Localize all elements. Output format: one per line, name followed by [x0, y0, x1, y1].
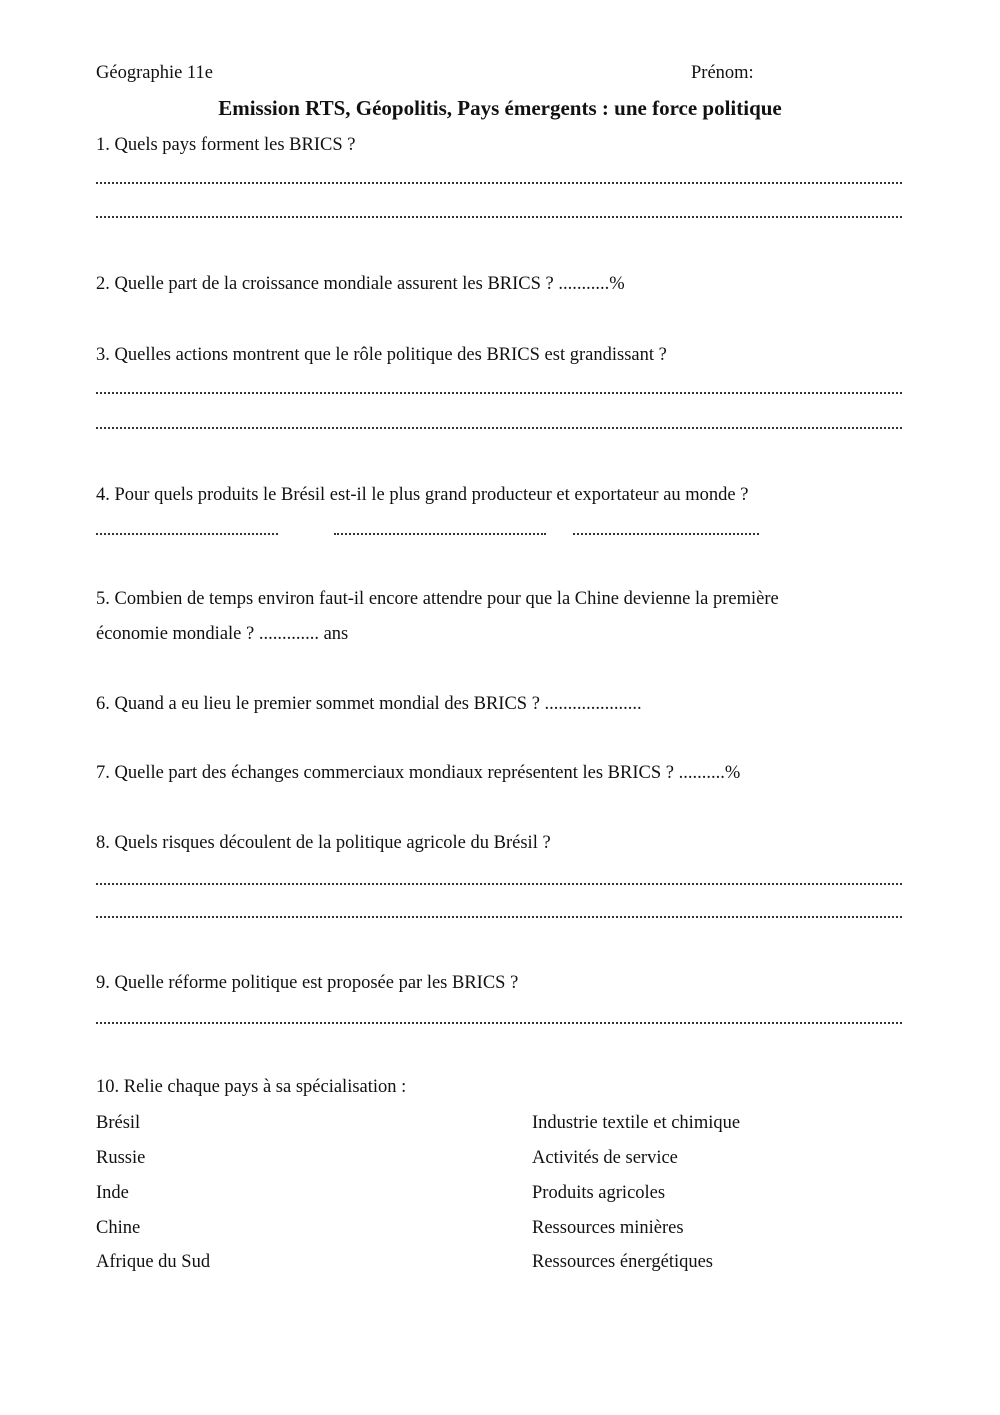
answer-line[interactable]	[334, 531, 546, 535]
question-4: 4. Pour quels produits le Brésil est-il le plus grand producteur et exportateur au monde ?	[96, 485, 749, 505]
question-3: 3. Quelles actions montrent que le rôle politique des BRICS est grandissant ?	[96, 345, 667, 365]
question-1: 1. Quels pays forment les BRICS ?	[96, 135, 356, 155]
country-item[interactable]: Brésil	[96, 1113, 141, 1133]
question-8: 8. Quels risques découlent de la politique agricole du Brésil ?	[96, 833, 551, 853]
answer-line[interactable]	[96, 214, 902, 218]
question-2: 2. Quelle part de la croissance mondiale assurent les BRICS ? ...........%	[96, 274, 625, 294]
question-5: 5. Combien de temps environ faut-il encore attendre pour que la Chine devienne la première	[96, 589, 779, 609]
specialization-item[interactable]: Ressources énergétiques	[532, 1252, 714, 1272]
country-item[interactable]: Afrique du Sud	[96, 1252, 211, 1272]
specialization-item[interactable]: Produits agricoles	[532, 1183, 666, 1203]
answer-line[interactable]	[96, 1020, 902, 1024]
subject-label: Géographie 11e	[96, 63, 213, 83]
specialization-item[interactable]: Ressources minières	[532, 1218, 684, 1238]
name-label: Prénom:	[691, 63, 754, 83]
country-item[interactable]: Chine	[96, 1218, 141, 1238]
question-10: 10. Relie chaque pays à sa spécialisation :	[96, 1077, 407, 1097]
country-item[interactable]: Inde	[96, 1183, 129, 1203]
answer-line[interactable]	[573, 531, 759, 535]
answer-line[interactable]	[96, 531, 278, 535]
country-item[interactable]: Russie	[96, 1148, 146, 1168]
question-6: 6. Quand a eu lieu le premier sommet mondial des BRICS ? .....................	[96, 694, 642, 714]
question-9: 9. Quelle réforme politique est proposée par les BRICS ?	[96, 973, 519, 993]
page-title: Emission RTS, Géopolitis, Pays émergents : une force politique	[218, 96, 782, 120]
specialization-item[interactable]: Industrie textile et chimique	[532, 1113, 741, 1133]
answer-line[interactable]	[96, 390, 902, 394]
question-5-continued: économie mondiale ? ............. ans	[96, 624, 349, 644]
answer-line[interactable]	[96, 425, 902, 429]
specialization-item[interactable]: Activités de service	[532, 1148, 678, 1168]
question-7: 7. Quelle part des échanges commerciaux mondiaux représentent les BRICS ? ..........%	[96, 763, 741, 783]
answer-line[interactable]	[96, 881, 902, 885]
answer-line[interactable]	[96, 180, 902, 184]
answer-line[interactable]	[96, 914, 902, 918]
